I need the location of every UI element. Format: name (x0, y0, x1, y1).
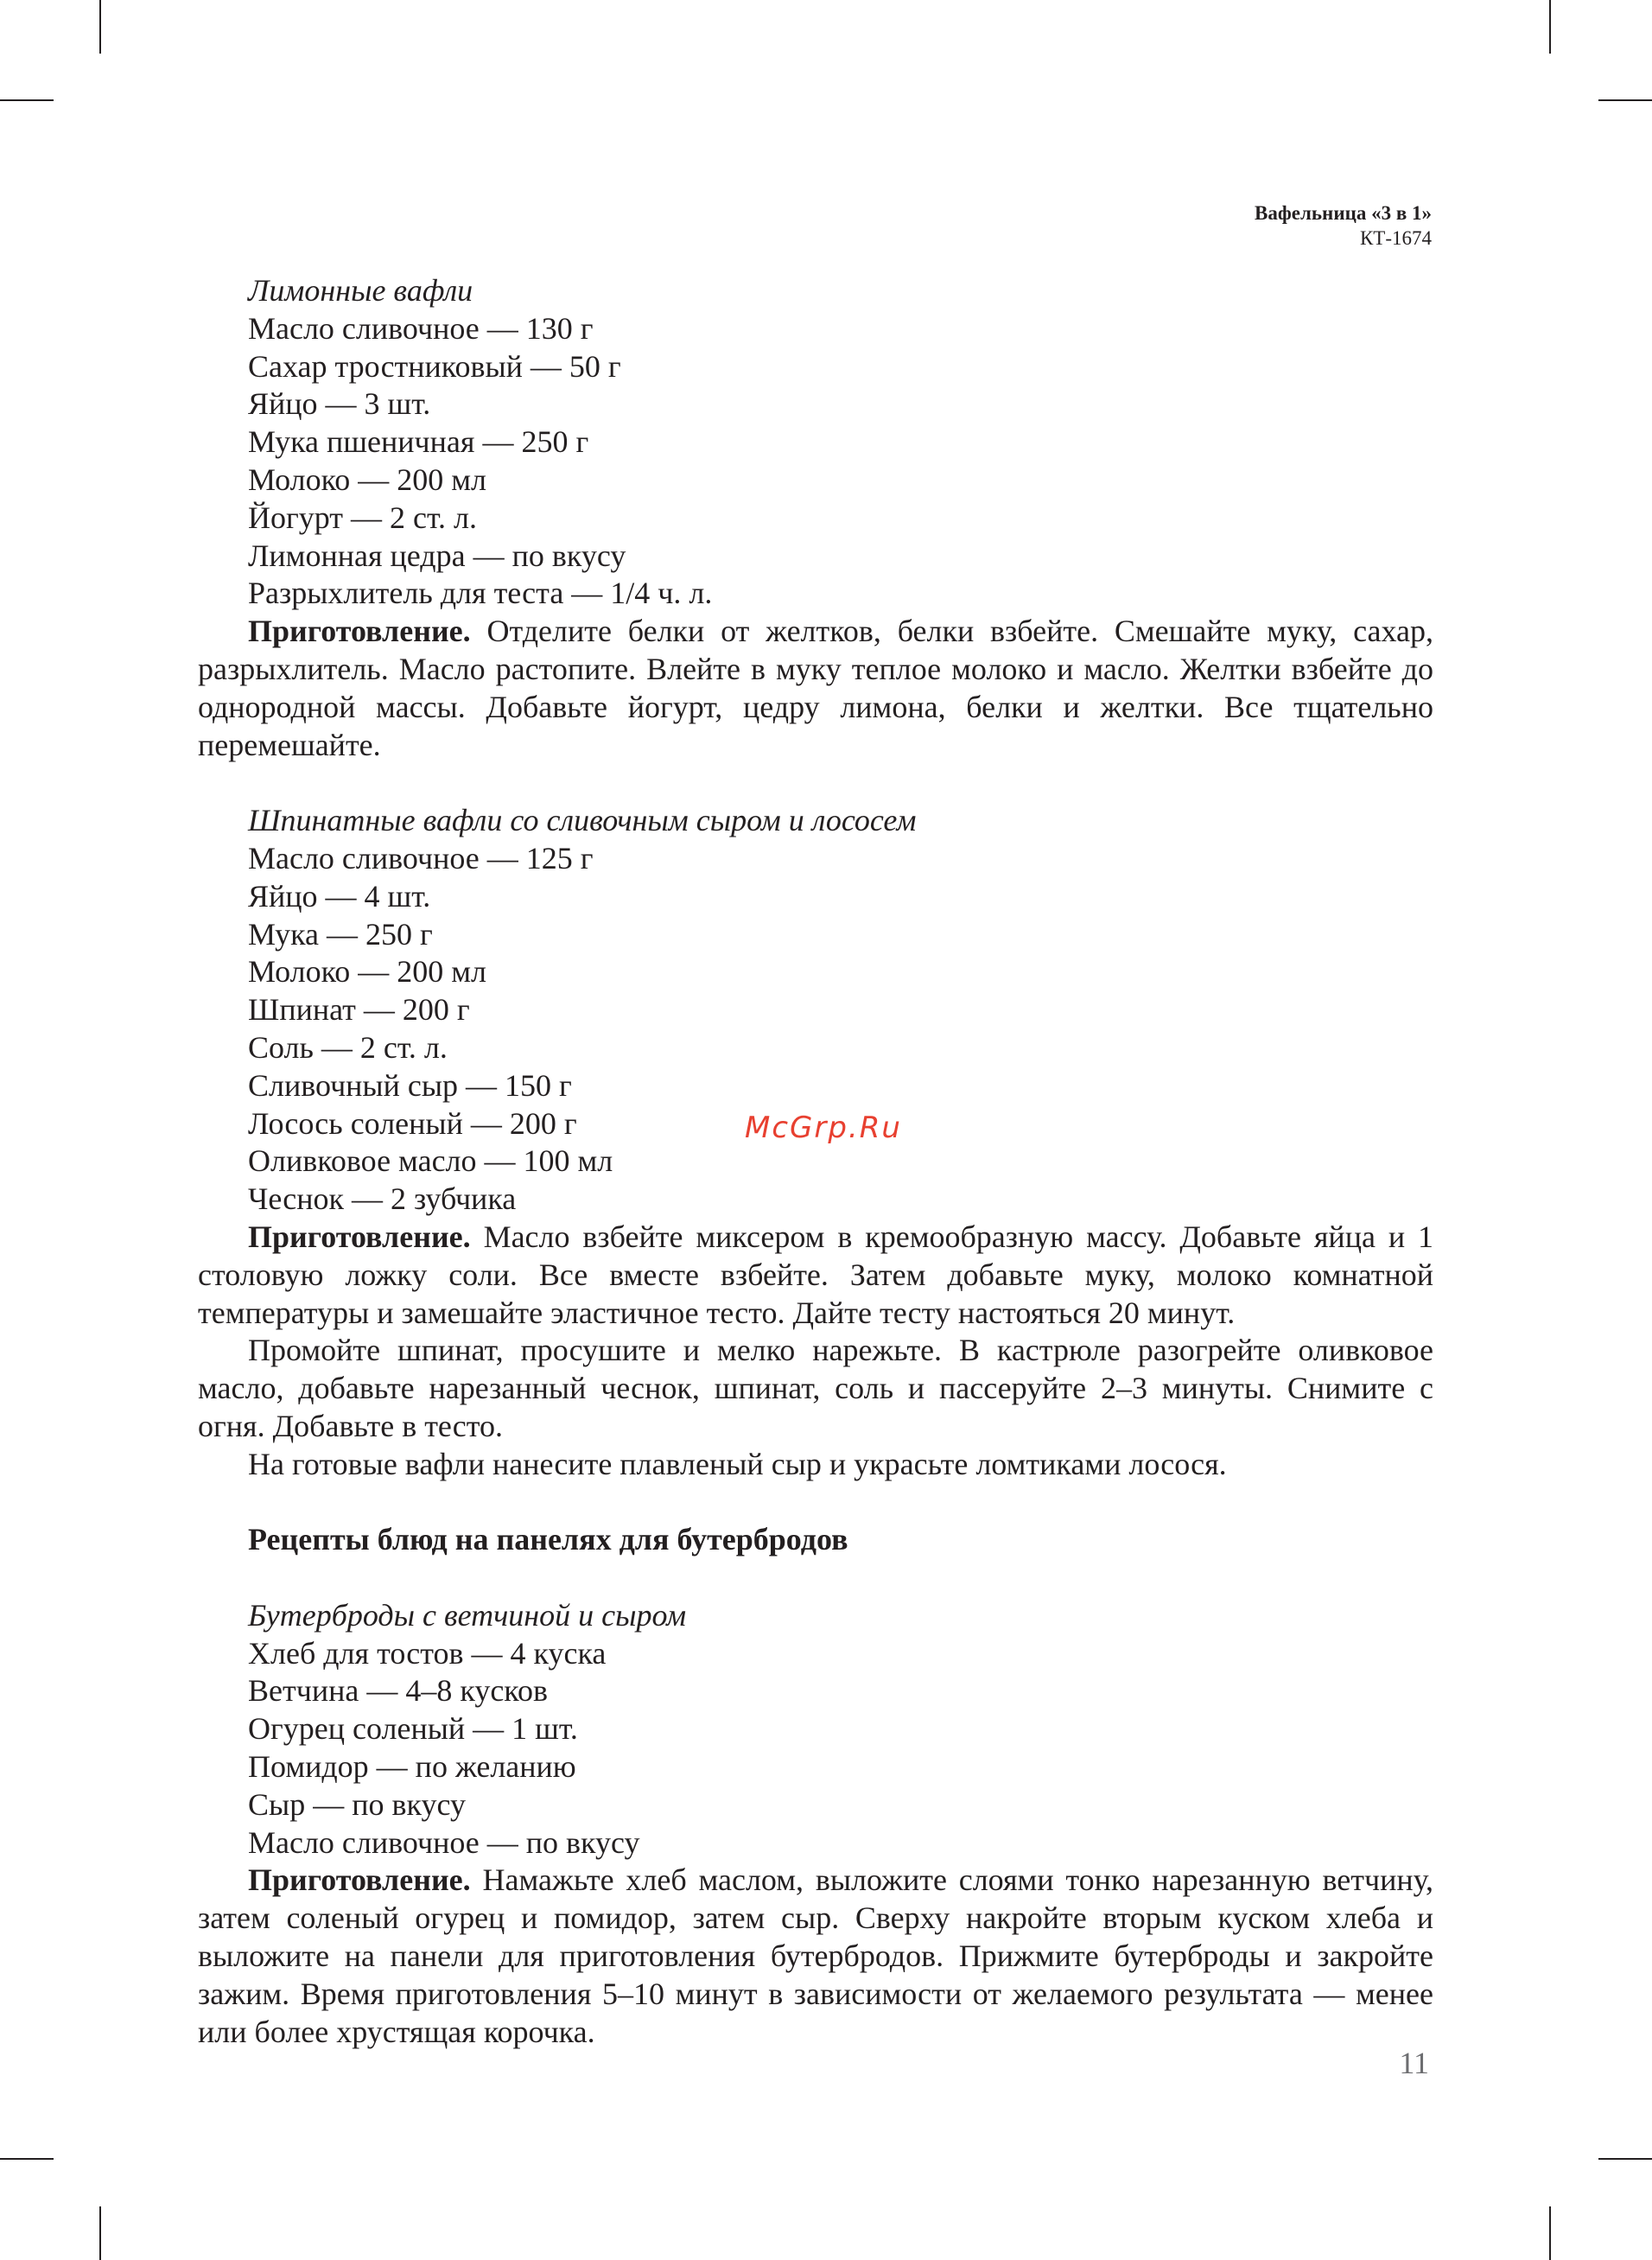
ingredient-item: Лосось соленый — 200 г (248, 1105, 577, 1141)
ingredient-item: Масло сливочное — по вкусу (248, 1824, 640, 1860)
ingredient-item: Соль — 2 ст. л. (248, 1029, 448, 1065)
ingredient-item: Молоко — 200 мл (248, 462, 487, 497)
ingredient-item: Разрыхлитель для теста — 1/4 ч. л. (248, 576, 713, 611)
preparation-paragraph: На готовые вафли нанесите плавленый сыр и украсьте ломтиками лосося. (248, 1446, 1227, 1481)
recipe-title: Шпинатные вафли со сливочным сыром и лососем (248, 803, 917, 838)
crop-mark (99, 2206, 101, 2260)
crop-mark (1598, 2158, 1652, 2160)
ingredient-item: Молоко — 200 мл (248, 954, 487, 990)
ingredient-item: Оливковое масло — 100 мл (248, 1143, 613, 1179)
crop-mark (99, 0, 101, 54)
ingredient-item: Сливочный сыр — 150 г (248, 1067, 572, 1103)
ingredient-item: Яйцо — 3 шт. (248, 386, 431, 422)
ingredient-item: Чеснок — 2 зубчика (248, 1181, 517, 1217)
header-code: КТ-1674 (1359, 227, 1432, 249)
recipe-title: Бутерброды с ветчиной и сыром (248, 1597, 687, 1633)
ingredient-item: Помидор — по желанию (248, 1749, 576, 1785)
ingredient-item: Яйцо — 4 шт. (248, 878, 431, 914)
preparation-label: Приготовление. (248, 1862, 471, 1898)
preparation-paragraph (198, 613, 1433, 764)
ingredient-item: Сыр — по вкусу (248, 1786, 466, 1822)
recipe-title: Лимонные вафли (248, 273, 473, 308)
crop-mark (0, 2158, 54, 2160)
ingredient-item: Масло сливочное — 130 г (248, 310, 594, 346)
page-content (198, 272, 1433, 2051)
preparation-paragraph (198, 1219, 1433, 1332)
ingredient-item: Сахар тростниковый — 50 г (248, 348, 621, 384)
preparation-paragraph: Промойте шпинат, просушите и мелко нарежьте. В кастрюле разогрейте оливковое масло, добавьте нарезанный чеснок, шпинат, соль и пассеруйте 2–3 минуты. Снимите с огня. Добавьте в тесто. (198, 1333, 1433, 1443)
watermark: McGrp.Ru (745, 1111, 902, 1145)
header-model: Вафельница «3 в 1» (1255, 202, 1432, 224)
ingredient-item: Шпинат — 200 г (248, 992, 470, 1028)
ingredient-item: Лимонная цедра — по вкусу (248, 538, 626, 573)
preparation-label: Приготовление. (248, 1219, 471, 1254)
ingredient-item: Мука — 250 г (248, 916, 433, 952)
ingredient-item: Ветчина — 4–8 кусков (248, 1673, 548, 1709)
preparation-paragraph (198, 1862, 1433, 2051)
ingredient-item: Мука пшеничная — 250 г (248, 424, 589, 460)
crop-mark (1598, 99, 1652, 101)
ingredient-item: Масло сливочное — 125 г (248, 840, 594, 875)
section-heading: Рецепты блюд на панелях для бутербродов (248, 1522, 848, 1557)
preparation-label: Приготовление. (248, 614, 471, 649)
ingredient-item: Йогурт — 2 ст. л. (248, 500, 477, 535)
preparation-text: Отделите белки от желтков, белки взбейте. Смешайте муку, сахар, разрыхлитель. Масло растопите. Влейте в муку теплое молоко и масло. Желтки взбейте до однородной массы. Добавьте йогурт, цедру лимона, белки и желтки. Все тщательно перемешайте. (198, 614, 1433, 762)
ingredient-item: Огурец соленый — 1 шт. (248, 1711, 578, 1747)
page-number: 11 (1399, 2046, 1429, 2080)
crop-mark (0, 99, 54, 101)
ingredient-item: Хлеб для тостов — 4 куска (248, 1635, 607, 1671)
running-header (1255, 201, 1432, 251)
crop-mark (1549, 0, 1551, 54)
preparation-text: Масло взбейте миксером в кремообразную массу. Добавьте яйца и 1 столовую ложку соли. Все вместе взбейте. Затем добавьте муку, молоко комнатной температуры и замешайте эластичное тесто. Дайте тесту настояться 20 минут. (198, 1219, 1433, 1330)
preparation-text: Намажьте хлеб маслом, выложите слоями тонко нарезанную ветчину, затем соленый огурец и помидор, затем сыр. Сверху накройте вторым куском хлеба и выложите на панели для приготовления бутербродов. Прижмите бутерброды и закройте зажим. Время приготовления 5–10 минут в зависимости от желаемого результата — менее или более хрустящая корочка. (198, 1862, 1433, 2049)
crop-mark (1549, 2206, 1551, 2260)
